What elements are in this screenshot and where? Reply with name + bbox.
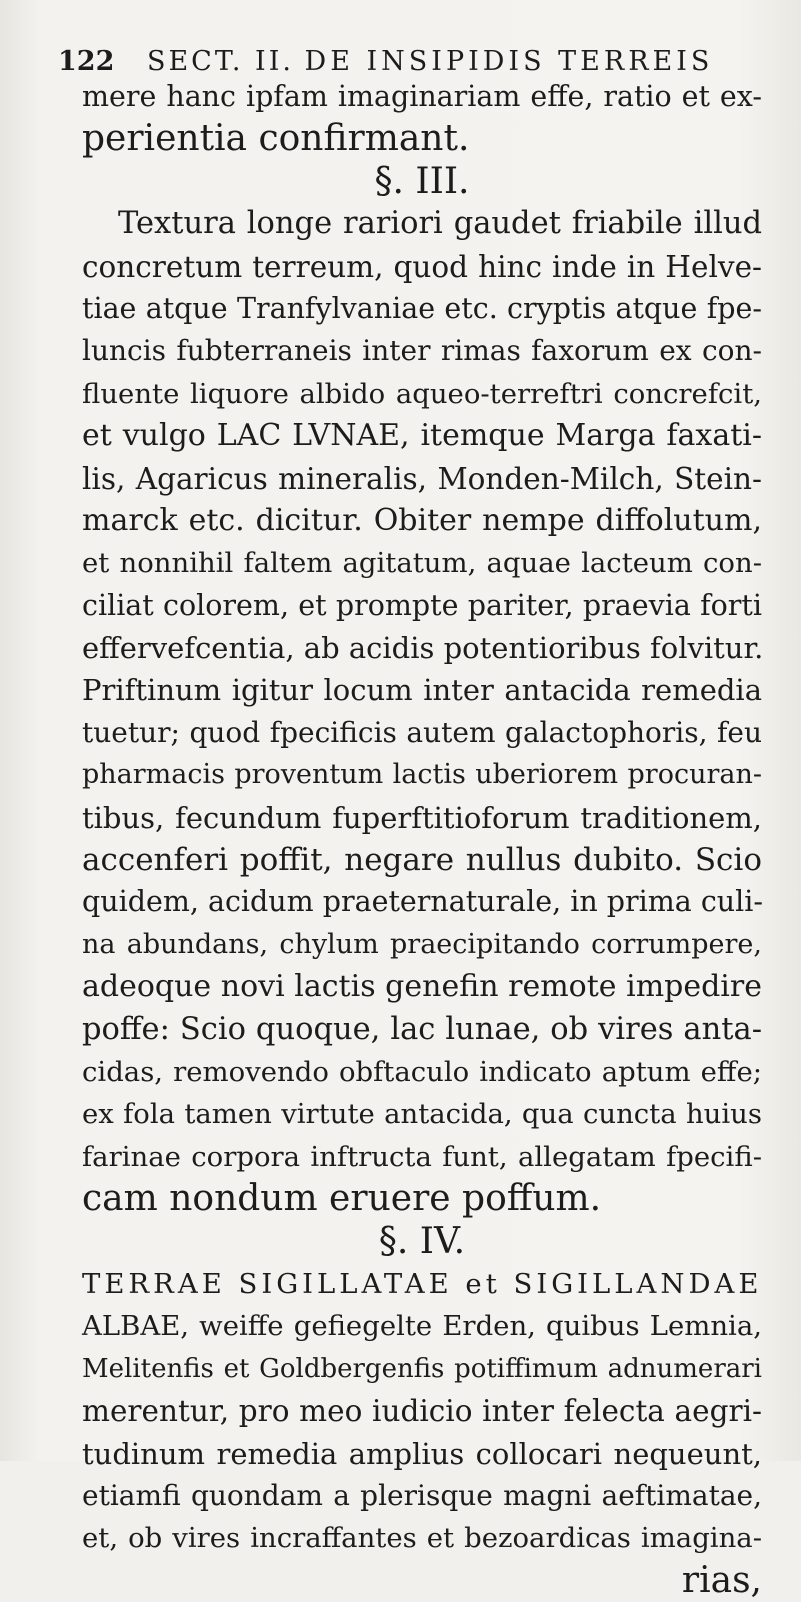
text-line: merentur, pro meo iudicio inter felecta aegri-	[82, 1394, 762, 1429]
running-title: DE INSIPIDIS TERREIS	[304, 46, 714, 77]
text-line: concretum terreum, quod hinc inde in Helve-	[82, 249, 762, 284]
text-line: poffe: Scio quoque, lac lunae, ob vires anta-	[82, 1011, 762, 1047]
text-line: TERRAE SIGILLATAE et SIGILLANDAE	[82, 1267, 763, 1300]
text-line: effervefcentia, ab acidis potentioribus folvitur.	[82, 631, 764, 666]
text-line: marck etc. dicitur. Obiter nempe diffolutum,	[82, 502, 762, 538]
text-line: accenferi poffit, negare nullus dubito. Scio	[82, 842, 762, 879]
text-line: tuetur; quod fpecificis autem galactophoris, feu	[82, 715, 762, 749]
text-line: Textura longe rariori gaudet friabile illud	[118, 206, 762, 242]
page-number: 122	[58, 46, 115, 77]
text-line: fluente liquore albido aqueo-terreftri concrefcit,	[82, 377, 762, 410]
text-line: etiamfi quondam a plerisque magni aeftimatae,	[82, 1478, 762, 1512]
text-line: luncis fubterraneis inter rimas faxorum ex con-	[82, 334, 762, 368]
text-line: Priftinum igitur locum inter antacida remedia	[82, 673, 762, 708]
text-line: quidem, acidum praeternaturale, in prima culi-	[82, 885, 764, 919]
section-heading: §. III.	[374, 160, 470, 202]
text-line: pharmacis proventum lactis uberiorem procuran-	[82, 759, 762, 791]
text-line: tiae atque Tranfylvaniae etc. cryptis atque fpe-	[82, 291, 762, 325]
text-line: et vulgo LAC LVNAE, itemque Marga faxati-	[82, 418, 762, 454]
text-line: farinae corpora inftructa funt, allegatam fpecifi-	[82, 1140, 762, 1173]
text-line: lis, Agaricus mineralis, Monden-Milch, Stein-	[82, 461, 762, 496]
text-line: tudinum remedia amplius collocari nequeunt,	[82, 1436, 762, 1471]
text-line: et nonnihil faltem agitatum, aquae lacteum con-	[82, 547, 762, 580]
section-heading: §. IV.	[378, 1220, 466, 1262]
text-line: tibus, fecundum fuperftitioforum traditionem,	[82, 800, 762, 835]
text-line: cidas, removendo obftaculo indicato aptum effe;	[82, 1055, 762, 1088]
text-line: mere hanc ipfam imaginariam effe, ratio et ex-	[82, 80, 762, 113]
text-line: perientia confirmant.	[82, 118, 470, 160]
body-text	[82, 76, 762, 1602]
section-label: SECT. II.	[146, 46, 294, 77]
text-line: ciliat colorem, et prompte pariter, praevia forti	[82, 588, 762, 622]
catchword: rias,	[681, 1559, 762, 1601]
text-line: ALBAE, weiffe gefiegelte Erden, quibus Lemnia,	[82, 1310, 762, 1343]
text-line: Melitenfis et Goldbergenfis potiffimum adnumerari	[82, 1353, 762, 1384]
text-line: na abundans, chylum praecipitando corrumpere,	[82, 928, 762, 960]
text-line: cam nondum eruere poffum.	[82, 1178, 602, 1220]
text-line: et, ob vires incraffantes et bezoardicas imagina-	[82, 1522, 762, 1555]
text-line: ex fola tamen virtute antacida, qua cuncta huius	[82, 1098, 762, 1131]
text-line: adeoque novi lactis genefin remote impedire	[82, 969, 762, 1005]
